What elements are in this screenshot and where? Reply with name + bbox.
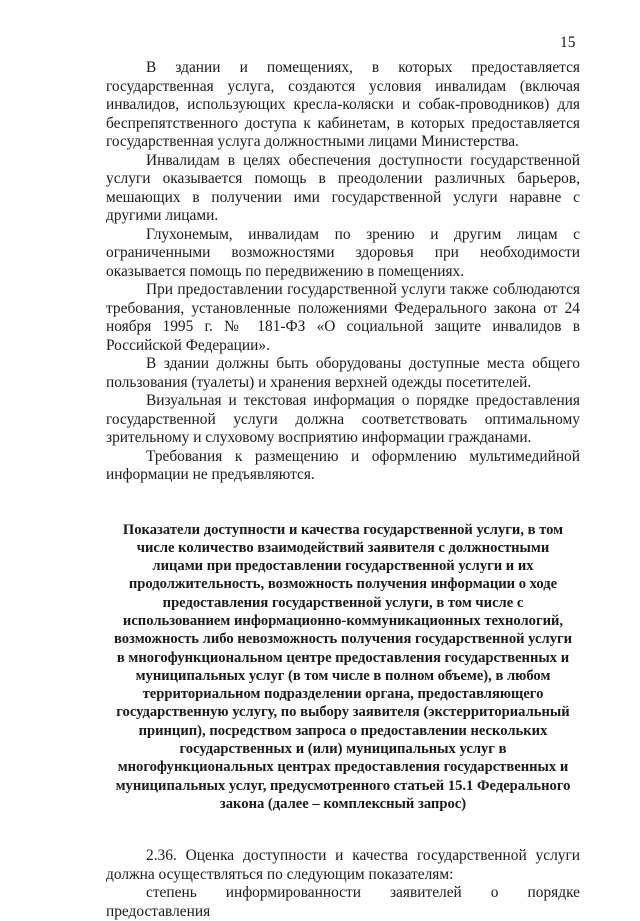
section-heading: Показатели доступности и качества государственной услуги, в том числе количество взаимодействий заявителя с должностными лицами при предоставлении государственной услуги и их продолжительность, возможность получения информации о ходе предоставления государственной услуги, в том числе с использованием информационно-коммуникационных технологий, возможность либо невозможность получения государственной услуги в многофункциональном центре предоставления государственных и муниципальных услуг (в том числе в полном объеме), в любом территориальном подразделении органа, предоставляющего государственную услугу, по выбору заявителя (экстерриториальный принцип), посредством запроса о предоставлении нескольких государственных и (или) муниципальных услуг в многофункциональных центрах предоставления государственных и муниципальных услуг, предусмотренного статьей 15.1 Федерального закона (далее – комплексный запрос) xyxy=(113,521,573,812)
paragraph-disabled-assistance: Инвалидам в целях обеспечения доступности государственной услуги оказывается помощь в преодолении различных барьеров, мешающих в получении ими государственной услуги наравне с другими лицами. xyxy=(106,151,580,224)
body-text xyxy=(106,59,580,921)
paragraph-deaf-blind-assistance: Глухонемым, инвалидам по зрению и другим лицам с ограниченными возможностями здоровья при необходимости оказывается помощь по передвижению в помещениях. xyxy=(106,225,580,280)
paragraph-federal-law-requirements: При предоставлении государственной услуги также соблюдаются требования, установленные положениями Федерального закона от 24 ноября 1995 г. № 181-ФЗ «О социальной защите инвалидов в Российской Федерации». xyxy=(106,281,580,354)
page-number: 15 xyxy=(560,34,576,51)
paragraph-visual-text-information: Визуальная и текстовая информация о порядке предоставления государственной услуги должна соответствовать оптимальному зрительному и слуховому восприятию информации гражданами. xyxy=(106,392,580,446)
paragraph-accessibility-conditions: В здании и помещениях, в которых предоставляется государственная услуга, создаются условия инвалидам (включая инвалидов, использующих кресла-коляски и собак-проводников) для беспрепятственного доступа к кабинетам, в которых предоставляется государственная услуга должностными лицами Министерства. xyxy=(106,59,580,150)
paragraph-clause-2-36: 2.36. Оценка доступности и качества государственной услуги должна осуществляться по следующим показателям: xyxy=(106,847,580,883)
paragraph-informedness-degree: степень информированности заявителей о порядке предоставления xyxy=(106,884,580,920)
paragraph-multimedia-requirements: Требования к размещению и оформлению мультимедийной информации не предъявляются. xyxy=(106,447,580,483)
paragraph-public-facilities: В здании должны быть оборудованы доступные места общего пользования (туалеты) и хранения верхней одежды посетителей. xyxy=(106,355,580,391)
